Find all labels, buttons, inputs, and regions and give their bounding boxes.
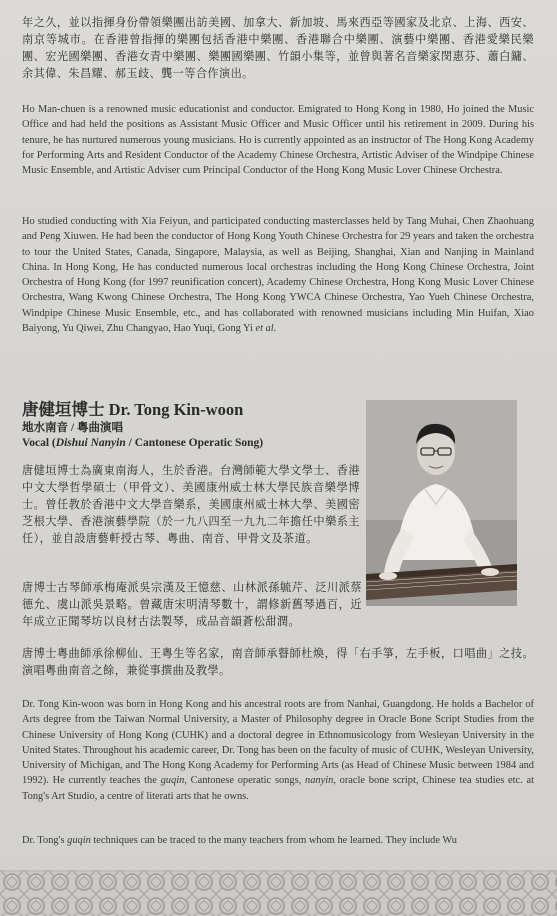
tong-bio-english-2 xyxy=(22,833,534,848)
tong-en1-c: , oracle bone script, Chinese tea studies etc. at Tong's Art Studio, a centre of literati arts that he owns. xyxy=(22,775,534,802)
tong-subtitle-chinese: 地水南音 / 粵曲演唱 xyxy=(22,422,123,434)
tong-en1-guqin: guqin xyxy=(160,775,185,787)
sub-en-italic: Dishui Nanyin xyxy=(55,437,126,449)
ho-bio-english-2-text: Ho studied conducting with Xia Feiyun, and participated conducting masterclasses held by Tang Muhai, Chen Zhaohuang and Peng Xiuwen. He had been the conductor of Hong Kong Youth Chinese Orchestra for 29 years and taken the orchestra to tour the United States, Canada, Singapore, Malaysia, as well as Beijing, Shanghai, Xian and Nanjing in Mainland China. In Hong Kong, He has conducted numerous local orchestras including the Hong Kong Chinese Orchestra, Joint Orchestra of Hong Kong (for 1997 reunification concert), Academy Chinese Orchestra, Hong Kong Music Lover Chinese Orchestra, Wang Kwong Chinese Orchestra, The Hong Kong YWCA Chinese Orchestra, Yao Yueh Chinese Orchestra, Windpipe Chinese Music Ensemble, etc., and has collaborated with renowned musicians including Min Huifan, Xiao Baiyong, Yu Qiwei, Zhu Changyao, Hao Yuqi, Gong Yi xyxy=(22,216,534,335)
ho-bio-etal: et al. xyxy=(255,323,277,335)
decorative-border-icon xyxy=(0,870,557,916)
tong-en1-nanyin: nanyin xyxy=(305,775,334,787)
tong-bio-english-1 xyxy=(22,697,534,804)
tong-en2-guqin: guqin xyxy=(67,835,91,846)
tong-en1-b: , Cantonese operatic songs, xyxy=(184,775,305,787)
ho-bio-chinese: 年之久，並以指揮身份帶領樂團出訪美國、加拿大、新加坡、馬來西亞等國家及北京、上海、西安、南京等城市。在香港曾指揮的樂團包括香港中樂團、香港聯合中樂團、演藝中樂團、香港愛樂民樂團、宏光國樂團、香港女青中樂團、樂團國樂團、竹韻小集等，並曾與著名音樂家閔惠芬、蕭白鏞、余其偉、朱昌耀、郝玉歧、龔一等合作演出。 xyxy=(22,16,534,80)
tong-en2-b: techniques can be traced to the many teachers from whom he learned. They include Wu xyxy=(90,835,457,846)
ho-bio-english-1: Ho Man-chuen is a renowned music educationist and conductor. Emigrated to Hong Kong in 1980, Ho joined the Music Office and had held the positions as Assistant Music Officer and Music Officer until his retirement in 2009. During his tenure, he has nurtured numerous young musicians. Ho is currently appointed as an instructor of The Hong Kong Academy for Performing Arts and Resident Conductor of the Academy Chinese Orchestra, Artistic Adviser of the Windpipe Chinese Music Ensemble, and Artistic Adviser cum Principal Conductor of the Hong Kong Music Lover Chinese Orchestra. xyxy=(22,104,534,177)
tong-bio-chinese-1: 唐健垣博士為廣東南海人，生於香港。台灣師範大學文學士、香港中文大學哲學碩士（甲骨文）、美國康州威士林大學民族音樂學博士。曾任教於香港中文大學音樂系，美國康州威士林大學、美國密芝根大學、香港演藝學院（於一九八四至一九九二年擔任中樂系主任），並自設唐藝軒授古琴、粵曲、南音、甲骨文及茶道。 xyxy=(22,464,360,545)
tong-bio-chinese-2: 唐博士古琴師承梅庵派吳宗漢及王憶慈、山林派孫毓芹、泛川派蔡德允、虞山派吳景略。曾藏唐宋明清琴數十，謂修新舊琴過百，近年成立正聞琴坊以良材古法製琴，成品音韻蒼松甜潤。 xyxy=(22,581,362,628)
sub-en-suffix: / Cantonese Operatic Song) xyxy=(125,437,264,449)
tong-en2-a: Dr. Tong's xyxy=(22,835,68,846)
tong-en1-a: Dr. Tong Kin-woon was born in Hong Kong and his ancestral roots are from Nanhai, Guangdong. He holds a Bachelor of Arts degree from the Taiwan Normal University, a Master of Philosophy degree in Oracle Bone Script Studies from the Chinese University of Hong Kong (CUHK) and a doctoral degree in Ethnomusicology from Wesleyan University in the United States. Throughout his academic career, Dr. Tong has been on the faculty of music of CUHK, Wesleyan University, University of Michigan, and The Hong Kong Academy for Performing Arts (as Head of Chinese Music between 1984 and 1992). He currently teaches the xyxy=(22,699,534,787)
portrait-photo-icon xyxy=(366,400,517,606)
tong-bio-chinese-3: 唐博士粵曲師承徐柳仙、王粵生等名家，南音師承瞽師杜煥，得「右手箏，左手板，口唱曲」之技。演唱粵曲南音之餘，兼從事撰曲及教學。 xyxy=(22,647,534,677)
tong-subtitle-english xyxy=(22,436,362,450)
sub-en-prefix: Vocal ( xyxy=(22,437,56,449)
ho-bio-english-2 xyxy=(22,214,534,336)
tong-heading: 唐健垣博士 Dr. Tong Kin-woon xyxy=(22,400,244,419)
